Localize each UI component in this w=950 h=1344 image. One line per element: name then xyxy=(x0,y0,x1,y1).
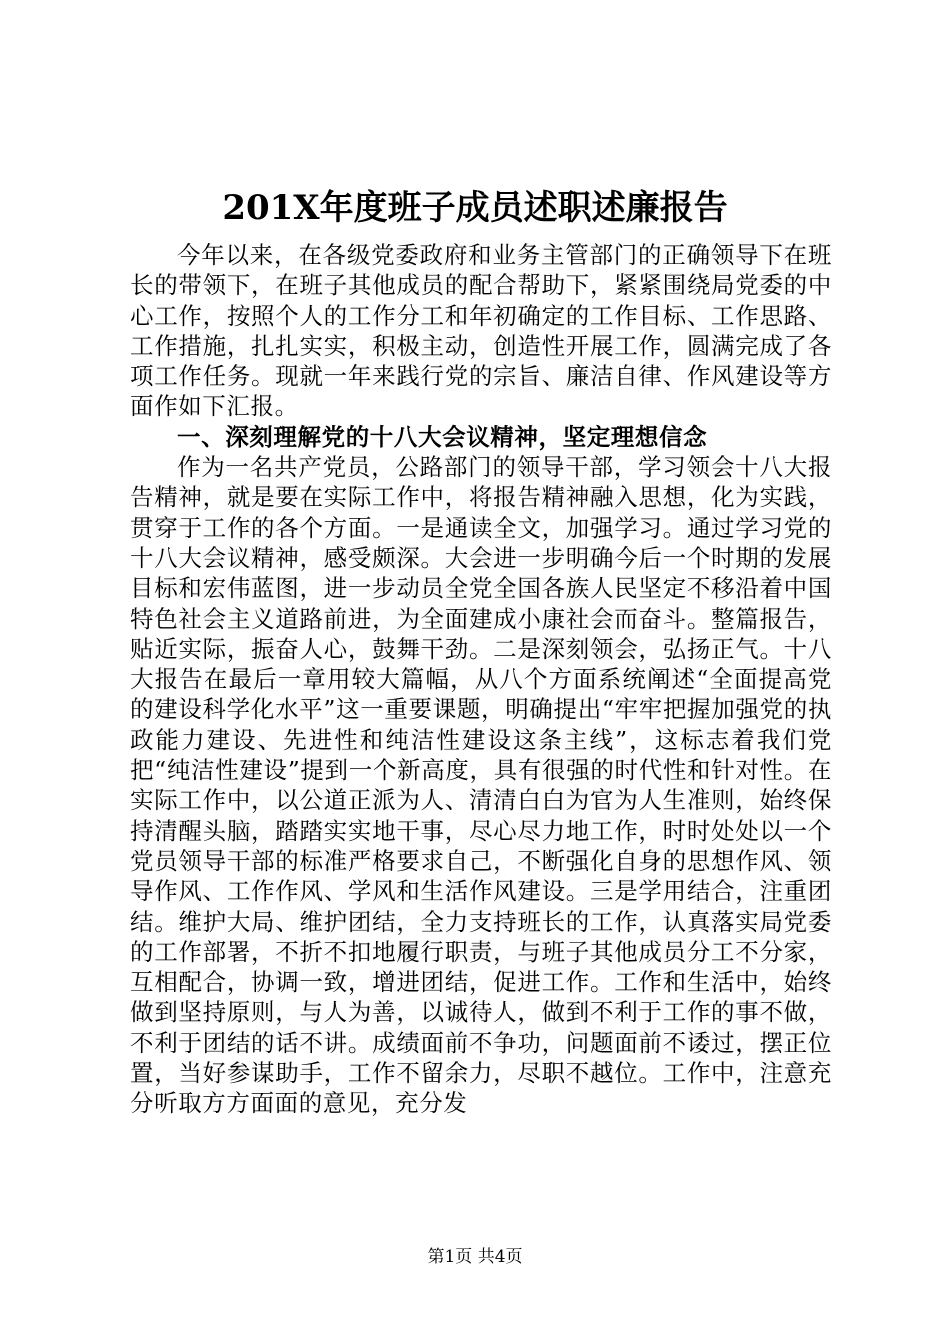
intro-paragraph: 今年以来，在各级党委政府和业务主管部门的正确领导下在班长的带领下，在班子其他成员的配合帮助下，紧紧围绕局党委的中心工作，按照个人的工作分工和年初确定的工作目标、工作思路、工作措施，扎扎实实，积极主动，创造性开展工作，圆满完成了各项工作任务。现就一年来践行党的宗旨、廉洁自律、作风建设等方面作如下汇报。 xyxy=(130,241,832,421)
section-heading-1: 一、深刻理解党的十八大会议精神，坚定理想信念 xyxy=(177,422,708,451)
document-body xyxy=(130,240,832,1119)
document-title: 201X年度班子成员述职述廉报告 xyxy=(222,188,728,228)
section-1-paragraph: 作为一名共产党员，公路部门的领导干部，学习领会十八大报告精神，就是要在实际工作中，将报告精神融入思想，化为实践，贯穿于工作的各个方面。一是通读全文，加强学习。通过学习党的十八大会议精神，感受颇深。大会进一步明确今后一个时期的发展目标和宏伟蓝图，进一步动员全党全国各族人民坚定不移沿着中国特色社会主义道路前进，为全面建成小康社会而奋斗。整篇报告，贴近实际，振奋人心，鼓舞干劲。二是深刻领会，弘扬正气。十八大报告在最后一章用较大篇幅，从八个方面系统阐述“全面提高党的建设科学化水平”这一重要课题，明确提出“牢牢把握加强党的执政能力建设、先进性和纯洁性建设这条主线”，这标志着我们党把“纯洁性建设”提到一个新高度，具有很强的时代性和针对性。在实际工作中，以公道正派为人、清清白白为官为人生准则，始终保持清醒头脑，踏踏实实地干事，尽心尽力地工作，时时处处以一个党员领导干部的标准严格要求自己，不断强化自身的思想作风、领导作风、工作作风、学风和生活作风建设。三是学用结合，注重团结。维护大局、维护团结，全力支持班长的工作，认真落实局党委的工作部署，不折不扣地履行职责，与班子其他成员分工不分家，互相配合，协调一致，增进团结，促进工作。工作和生活中，始终做到坚持原则，与人为善，以诚待人，做到不利于工作的事不做，不利于团结的话不讲。成绩面前不争功，问题面前不诿过，摆正位置，当好参谋助手，工作不留余力，尽职不越位。工作中，注意充分听取方方面面的意见，充分发 xyxy=(130,453,832,1118)
page-footer: 第1页 共4页 xyxy=(427,1247,523,1267)
